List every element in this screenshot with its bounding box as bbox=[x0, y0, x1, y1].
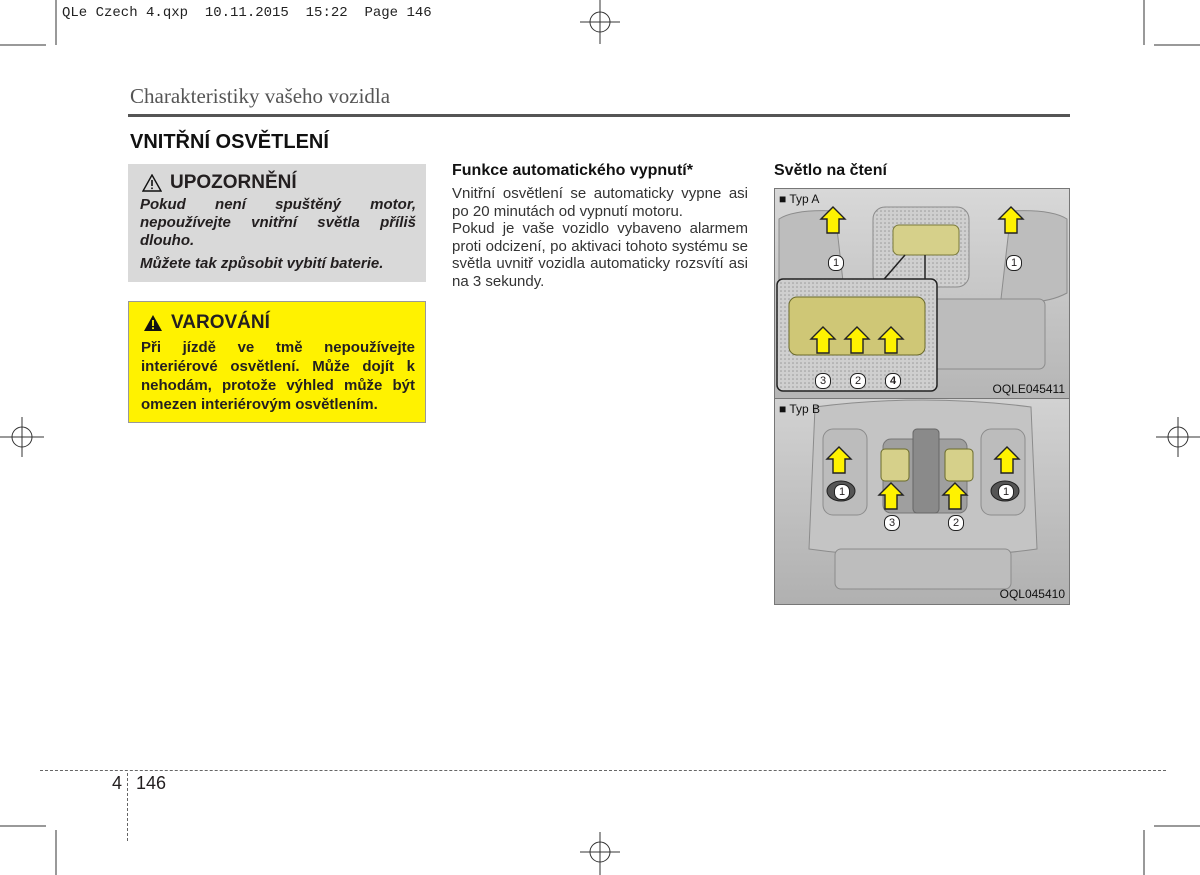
callout-1: 1 bbox=[828, 255, 844, 271]
footer-divider bbox=[127, 773, 128, 841]
warning-heading bbox=[143, 312, 415, 334]
callout-2: 2 bbox=[948, 515, 964, 531]
warning-text: Při jízdě ve tmě nepoužívejte interiérové osvětlení. Může dojít k nehodám, protože výhled může být omezen interiérovým osvětlením. bbox=[141, 339, 415, 413]
figure-a-type-label: Typ A bbox=[789, 192, 820, 206]
section-title: VNITŘNÍ OSVĚTLENÍ bbox=[130, 131, 329, 153]
warning-triangle-icon bbox=[143, 314, 163, 332]
caution-box bbox=[128, 164, 426, 282]
auto-off-paragraph: Pokud je vaše vozidlo vybaveno alarmem proti odcizení, po aktivaci tohoto systému se světla uvnitř vozidla automaticky rozsvítí asi na 3 sekundy. bbox=[452, 220, 748, 290]
chapter-number: 4 bbox=[112, 773, 123, 793]
auto-off-text bbox=[452, 185, 748, 290]
figure-a-type: ■ Typ A bbox=[779, 192, 820, 206]
figure-a-code: OQLE045411 bbox=[992, 382, 1065, 396]
header-rule bbox=[128, 114, 1070, 117]
caution-label: UPOZORNĚNÍ bbox=[170, 172, 297, 193]
figure-b-type: ■ Typ B bbox=[779, 402, 821, 416]
footer-rule bbox=[40, 770, 1166, 771]
figure-b-type-label: Typ B bbox=[789, 402, 821, 416]
callout-3: 3 bbox=[815, 373, 831, 389]
figure-type-b bbox=[774, 398, 1070, 605]
callout-3: 3 bbox=[884, 515, 900, 531]
reading-light-title: Světlo na čtení bbox=[774, 162, 887, 179]
callout-1: 1 bbox=[998, 484, 1014, 500]
chapter-title: Charakteristiky vašeho vozidla bbox=[130, 84, 391, 108]
caution-paragraph: Můžete tak způsobit vybití baterie. bbox=[140, 255, 384, 272]
figure-b-code: OQL045410 bbox=[999, 587, 1065, 601]
auto-off-paragraph: Vnitřní osvětlení se automaticky vypne asi po 20 minutách od vypnutí motoru. bbox=[452, 185, 748, 220]
callout-1: 1 bbox=[1006, 255, 1022, 271]
auto-off-title: Funkce automatického vypnutí* bbox=[452, 162, 693, 179]
overhead-console-b-illustration bbox=[775, 399, 1070, 605]
overhead-console-a-illustration bbox=[775, 189, 1070, 400]
caution-heading bbox=[142, 172, 416, 194]
callout-1: 1 bbox=[834, 484, 850, 500]
page-number: 146 bbox=[136, 773, 167, 793]
caution-triangle-icon bbox=[142, 174, 162, 192]
caution-text bbox=[140, 196, 416, 273]
figure-type-a bbox=[774, 188, 1070, 400]
warning-label: VAROVÁNÍ bbox=[171, 312, 270, 333]
warning-box bbox=[128, 301, 426, 423]
callout-2: 2 bbox=[850, 373, 866, 389]
print-info: QLe Czech 4.qxp 10.11.2015 15:22 Page 146 bbox=[62, 5, 432, 21]
caution-paragraph: Pokud není spuštěný motor, nepoužívejte vnitřní světla příliš dlouho. bbox=[140, 196, 416, 249]
callout-4: 4 bbox=[885, 373, 901, 389]
